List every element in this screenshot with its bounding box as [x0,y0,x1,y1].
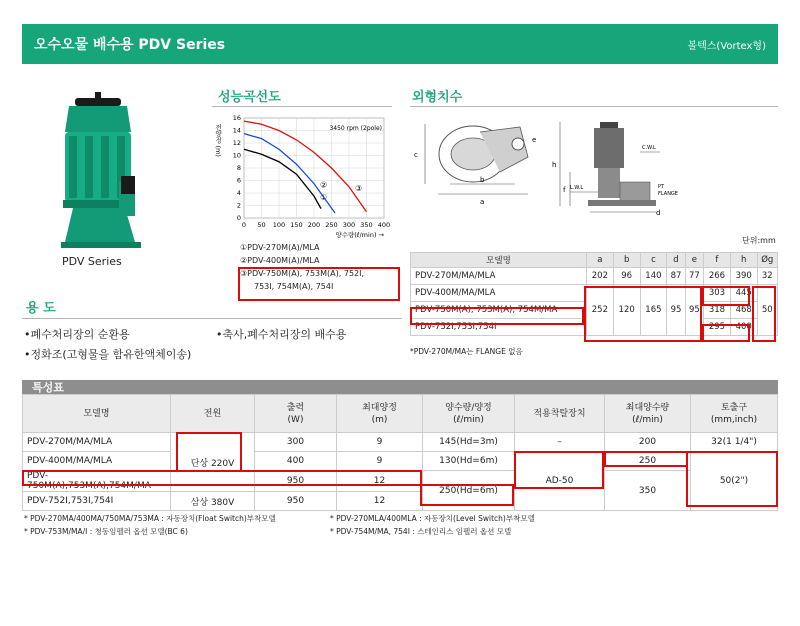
table-cell: PDV-400M/MA/MLA [411,285,587,302]
table-header: 모델명 [23,395,171,433]
x-tick-label: 300 [342,221,356,229]
table-cell: 400 [255,452,337,471]
table-cell: 303 [704,285,731,302]
curve-legend-item: 753I, 754M(A), 754I [254,282,334,291]
curve-legend-item: ②PDV-400M(A)/MLA [240,256,320,265]
chart-annotation: 3450 rpm (2pole) [329,125,382,132]
highlight-box [702,324,750,342]
table-cell: 9 [337,452,423,471]
section-dimensions: 외형치수 [412,90,463,105]
divider [410,106,778,107]
series-label: ③ [355,183,363,193]
y-tick-label: 6 [236,176,241,185]
y-tick-label: 16 [232,114,241,122]
table-cell: 390 [730,268,757,285]
table-cell: PDV-750M(A), 753M(A), 754M/MA [411,302,587,319]
table-cell: 96 [613,268,640,285]
table-header: 전원 [171,395,255,433]
table-header: 양수량/양정 (ℓ/min) [423,395,515,433]
y-tick-label: 8 [236,164,241,172]
highlight-box [702,286,750,306]
highlight-box [604,451,688,467]
dimension-drawing [410,112,780,227]
table-cell: 32 [757,268,777,285]
x-tick-label: 350 [360,221,373,229]
y-tick-label: 10 [232,151,241,160]
table-cell: 165 [640,285,667,336]
table-cell: 400 [730,319,757,336]
section-spec: 특성표 [32,381,64,394]
page-subtitle: 볼텍스(Vortex형) [687,40,766,52]
table-cell: 95 [685,285,703,336]
highlight-box [584,286,702,342]
x-tick-label: 100 [272,221,286,229]
table-row [411,268,778,285]
table-cell: 950 [255,471,337,492]
pump-caption: PDV Series [62,255,122,268]
use-item: •정화조(고형물을 함유한액체이송) [24,348,192,361]
table-cell: PDV-270M/MA/MLA [411,268,587,285]
table-cell: 120 [613,285,640,336]
table-cell: 252 [587,285,614,336]
highlight-box [420,484,514,506]
y-axis-label: 전양정 (m) [214,124,222,157]
y-tick-label: 2 [236,201,241,210]
table-header: 최대양수량 (ℓ/min) [605,395,691,433]
table-header: f [704,253,731,268]
table-cell: 130(Hd=6m) [423,452,515,471]
highlight-box [686,451,778,507]
dim-label-flange: FLANGE [658,191,678,197]
footnote: * PDV-753M/MA/I : 청동임펠러 옵션 모델(BC 6) [24,527,188,536]
table-cell: 295 [704,319,731,336]
section-uses: 용 도 [26,301,56,316]
footnote: * PDV-754M/MA, 754I : 스테인리스 임펠러 옵션 모델 [330,527,512,536]
table-cell: 145(Hd=3m) [423,433,515,452]
performance-chart [212,112,392,242]
table-cell: 50(2") [691,452,778,511]
x-tick-label: 200 [307,221,321,229]
table-header: b [613,253,640,268]
curve-legend-item: ③PDV-750M(A), 753M(A), 752I, [240,269,365,278]
series-label: ① [320,193,328,203]
dim-label-h: h [552,161,557,169]
x-tick-label: 250 [325,221,338,229]
table-cell: 12 [337,492,423,511]
table-cell: 32(1 1/4") [691,433,778,452]
table-header: h [730,253,757,268]
table-cell: 250(Hd=6m) [423,471,515,511]
table-cell: 단상 220V [171,433,255,492]
divider [22,318,402,319]
use-item: •폐수처리장의 순환용 [24,328,130,341]
highlight-box [176,432,242,472]
highlight-box [514,451,604,489]
x-tick-label: 150 [290,221,303,229]
y-tick-label: 14 [232,126,241,135]
table-cell: 202 [587,268,614,285]
pump-image [55,92,165,252]
y-tick-label: 12 [232,139,241,147]
table-row [23,433,778,452]
table-header: 모델명 [411,253,587,268]
divider [212,106,392,107]
table-header-row [411,253,778,268]
highlight-box [22,470,422,486]
table-cell: 318 [704,302,731,319]
table-header: e [685,253,703,268]
table-cell: 350 [605,471,691,511]
table-header: 적용착탈장치 [515,395,605,433]
table-cell: PDV-400M/MA/MLA [23,452,171,471]
series-line [244,121,367,212]
use-item: •축사,폐수처리장의 배수용 [216,328,347,341]
x-tick-label: 400 [377,221,391,229]
page-header [22,24,778,64]
table-cell: 95 [667,285,685,336]
table-cell: AD-50 [515,452,605,511]
table-header: a [587,253,614,268]
dim-footnote: *PDV-270M/MA는 FLANGE 없음 [410,347,523,356]
page-title: 오수오물 배수용 PDV Series [34,37,226,53]
table-cell: 266 [704,268,731,285]
y-tick-label: 0 [236,214,241,222]
dim-label-c: c [414,151,418,159]
table-cell: PDV-752I,753I,754I [23,492,171,511]
table-header: 토출구 (mm,inch) [691,395,778,433]
table-cell: 300 [255,433,337,452]
dim-label-lwl: L.W.L [570,185,584,191]
table-cell: 140 [640,268,667,285]
table-cell: PDV-270M/MA/MLA [23,433,171,452]
series-label: ② [320,180,328,190]
table-cell: 87 [667,268,685,285]
table-cell: 950 [255,492,337,511]
table-cell: 250 [605,452,691,471]
unit-label: 단위:mm [742,236,776,245]
table-cell: 12 [337,471,423,492]
footnote: * PDV-270MLA/400MLA : 자동장치(Level Switch)부착모델 [330,514,535,523]
highlight-box [752,286,776,342]
table-header: d [667,253,685,268]
dim-label-a: a [480,198,485,206]
y-tick-label: 4 [236,189,241,197]
table-cell: 200 [605,433,691,452]
table-cell: 50 [757,285,777,336]
dim-label-d: d [656,209,661,217]
table-header: c [640,253,667,268]
table-header-row [23,395,778,433]
table-cell: – [515,433,605,452]
dim-label-b: b [480,176,485,184]
table-cell: 468 [730,302,757,319]
x-axis-label: 양수량(ℓ/min) → [335,231,384,239]
x-tick-label: 50 [257,221,266,229]
table-cell: PDV-750M(A),753M(A),754M/MA [23,471,171,492]
table-cell: 9 [337,433,423,452]
table-cell: PDV-752I,753I,754I [411,319,587,336]
table-header: 출력 (W) [255,395,337,433]
highlight-box [410,307,584,325]
curve-legend-item: ①PDV-270M(A)/MLA [240,243,320,252]
highlight-box [238,267,400,301]
x-tick-label: 0 [241,221,247,229]
dim-label-e: e [532,136,537,144]
dim-label-f: f [563,186,566,194]
table-cell: 삼상 380V [171,492,255,511]
dim-label-cwl: C.W.L [642,145,656,151]
table-cell: 77 [685,268,703,285]
table-header: 최대양정 (m) [337,395,423,433]
spec-bar [22,380,778,394]
footnote: * PDV-270MA/400MA/750MA/753MA : 자동장치(Float Switch)부착모델 [24,514,276,523]
table-header: Øg [757,253,777,268]
section-performance: 성능곡선도 [218,90,281,105]
table-cell: 445 [730,285,757,302]
dim-label-pt: PT [658,184,665,190]
